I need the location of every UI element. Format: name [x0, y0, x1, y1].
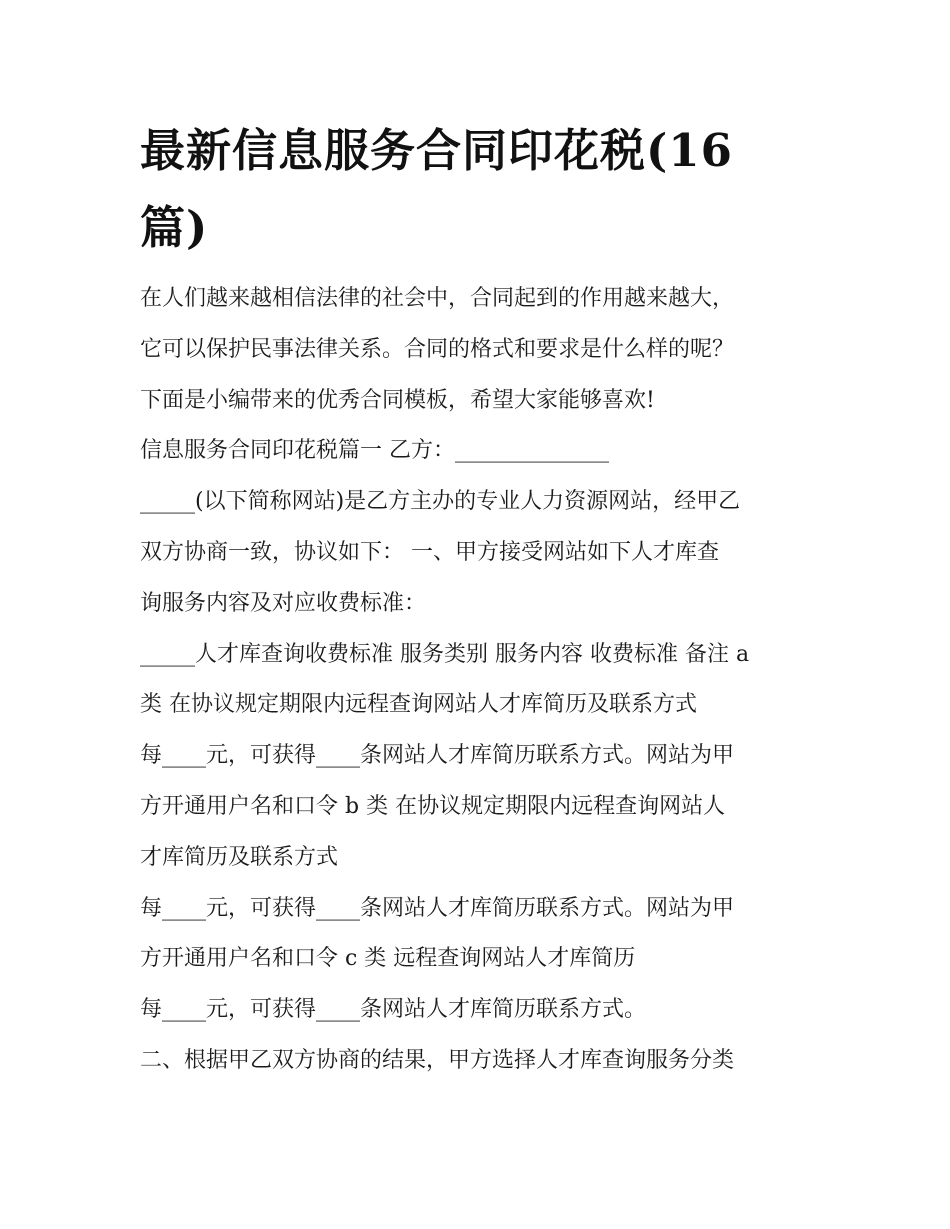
body-line: _____人才库查询收费标准 服务类别 服务内容 收费标准 备注 a — [140, 641, 750, 667]
body-line: 信息服务合同印花税篇一 乙方：______________ — [140, 438, 609, 464]
body-line: 方开通用户名和口令 c 类 远程查询网站人才库简历 — [140, 946, 636, 972]
body-line: 每____元，可获得____条网站人才库简历联系方式。网站为甲 — [140, 895, 735, 921]
body-line: 每____元，可获得____条网站人才库简历联系方式。网站为甲 — [140, 743, 735, 769]
body-line: 在人们越来越相信法律的社会中，合同起到的作用越来越大， — [140, 286, 735, 311]
body-line: 类 在协议规定期限内远程查询网站人才库简历及联系方式 — [140, 692, 697, 718]
document-title — [140, 112, 820, 266]
body-line: 方开通用户名和口令 b 类 在协议规定期限内远程查询网站人 — [140, 793, 726, 819]
title-line-1: 最新信息服务合同印花税(16 — [140, 124, 733, 177]
body-line: 每____元，可获得____条网站人才库简历联系方式。 — [140, 997, 647, 1023]
body-line: 二、根据甲乙双方协商的结果，甲方选择人才库查询服务分类 — [140, 1047, 735, 1073]
body-line: 询服务内容及对应收费标准： — [140, 590, 427, 616]
body-line: _____(以下简称网站)是乙方主办的专业人力资源网站，经甲乙 — [140, 489, 741, 515]
body-line: 才库简历及联系方式 — [140, 844, 339, 870]
title-line-2: 篇) — [140, 201, 209, 254]
body-line: 双方协商一致，协议如下： 一、甲方接受网站如下人才库查 — [140, 539, 719, 565]
document-body — [140, 274, 820, 1087]
body-line: 下面是小编带来的优秀合同模板，希望大家能够喜欢! — [140, 387, 655, 413]
body-line: 它可以保护民事法律关系。合同的格式和要求是什么样的呢？ — [140, 336, 735, 362]
